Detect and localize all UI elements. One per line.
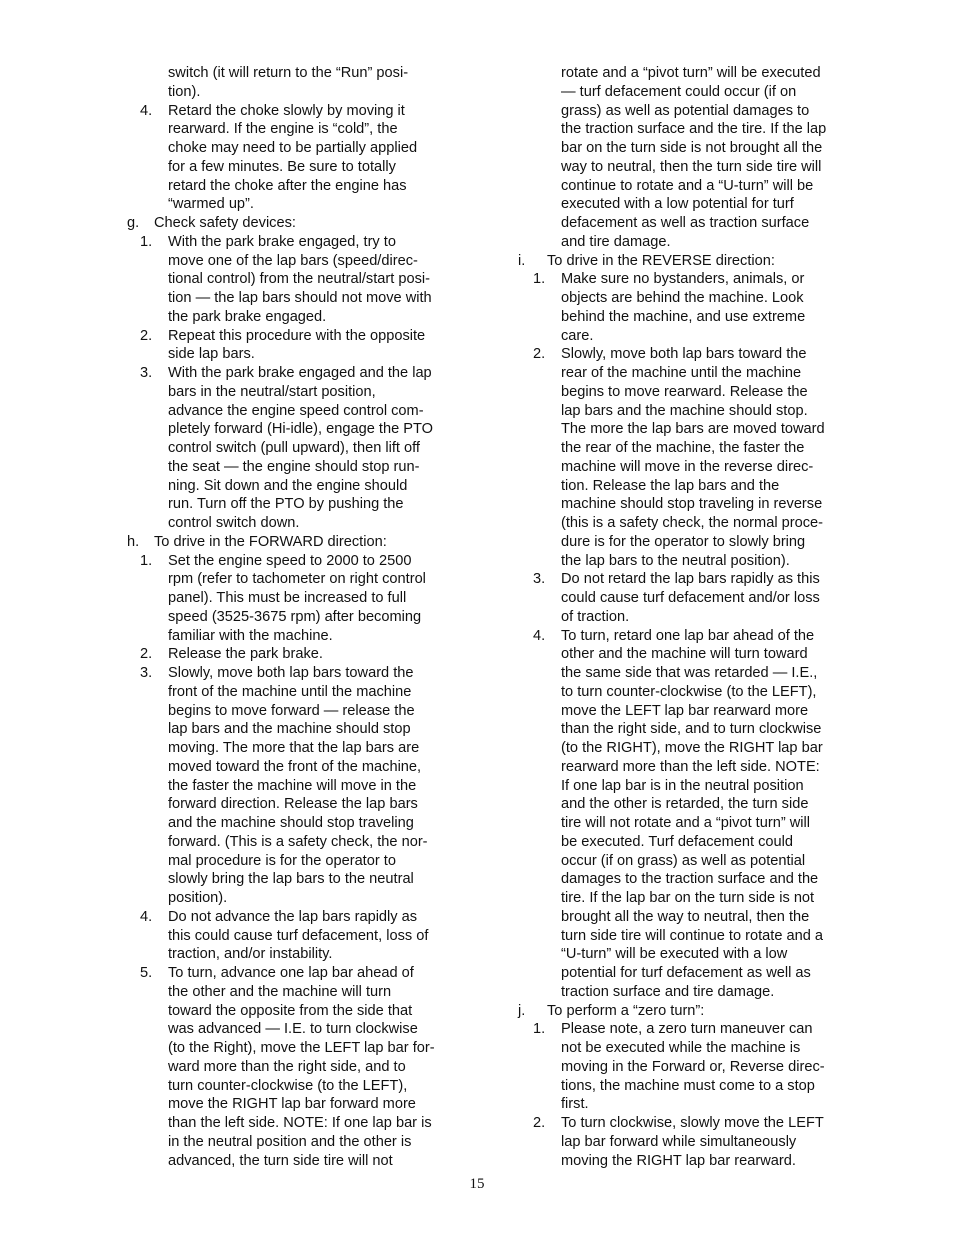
text-line	[0, 495, 470, 514]
body-text: panel). This must be increased to full	[168, 590, 407, 606]
text-line	[0, 270, 470, 289]
text-line	[0, 139, 470, 158]
step-number: 2.	[140, 646, 153, 663]
step-number: 2.	[533, 1115, 546, 1131]
body-text: tire will not rotate and a “pivot turn” will	[561, 815, 811, 831]
text-line	[0, 1039, 470, 1058]
text-line	[0, 645, 470, 664]
body-text: brought all the way to neutral, then the	[561, 908, 810, 925]
body-text: With the park brake engaged, try to	[168, 233, 396, 250]
body-text: tion — the lap bars should not move with	[168, 290, 432, 306]
body-text: slowly bring the lap bars to the neutral	[168, 871, 414, 888]
step-number: 1.	[533, 271, 546, 288]
text-line	[478, 889, 954, 908]
text-line	[478, 758, 954, 777]
body-text: moving. The more that the lap bars are	[168, 740, 420, 756]
body-text: tion. Release the lap bars and the	[561, 477, 780, 494]
text-line	[0, 683, 470, 702]
body-text: rearward. If the engine is “cold”, the	[168, 121, 398, 138]
body-text: behind the machine, and use extreme	[561, 308, 806, 325]
body-text: continue to rotate and a “U-turn” will be	[561, 177, 814, 194]
text-line	[0, 1133, 470, 1152]
body-text: forward. (This is a safety check, the nor-	[168, 833, 428, 850]
body-text: first.	[561, 1096, 589, 1113]
body-text: moving the RIGHT lap bar rearward.	[561, 1152, 796, 1169]
text-line	[0, 1114, 470, 1133]
body-text: moving in the Forward or, Reverse direc-	[561, 1058, 825, 1075]
body-text: begins to move forward — release the	[168, 702, 415, 719]
text-line	[478, 1002, 954, 1021]
body-text: and tire damage.	[561, 233, 671, 250]
text-line	[0, 795, 470, 814]
body-text: move the LEFT lap bar rearward more	[561, 702, 809, 719]
body-text: side lap bars.	[168, 346, 255, 363]
body-text: tions, the machine must come to a stop	[561, 1077, 815, 1094]
text-line	[0, 345, 470, 364]
body-text: for a few minutes. Be sure to totally	[168, 158, 396, 175]
step-number: 4.	[140, 102, 153, 119]
body-text: traction surface and tire damage.	[561, 983, 775, 1000]
text-line	[0, 477, 470, 496]
body-text: traction, and/or instability.	[168, 946, 333, 963]
body-text: To turn clockwise, slowly move the LEFT	[561, 1115, 824, 1131]
body-text: Do not retard the lap bars rapidly as this	[561, 571, 820, 588]
body-text: bars in the neutral/start position,	[168, 383, 376, 400]
body-text: and the other is retarded, the turn side	[561, 796, 809, 813]
text-line	[478, 120, 954, 139]
body-text: To turn, retard one lap bar ahead of the	[561, 627, 815, 644]
section-heading-text: To drive in the FORWARD direction:	[154, 533, 387, 550]
body-text: than the left side. NOTE: If one lap bar is	[168, 1115, 432, 1131]
text-line	[478, 1020, 954, 1039]
body-text: mal procedure is for the operator to	[168, 852, 396, 869]
text-line	[0, 439, 470, 458]
body-text: begins to move rearward. Release the	[561, 383, 808, 400]
text-line	[478, 852, 954, 871]
body-text: the other and the machine will turn	[168, 983, 392, 1000]
text-line	[478, 1133, 954, 1152]
body-text: was advanced — I.E. to turn clockwise	[168, 1021, 418, 1038]
text-line	[0, 289, 470, 308]
body-text: With the park brake engaged and the lap	[168, 365, 432, 381]
text-line	[478, 495, 954, 514]
text-line	[478, 308, 954, 327]
body-text: defacement as well as traction surface	[561, 215, 810, 231]
body-text: the park brake engaged.	[168, 308, 327, 325]
section-label: i.	[518, 252, 526, 269]
text-line	[478, 214, 954, 233]
body-text: turn counter-clockwise (to the LEFT),	[168, 1077, 408, 1094]
text-line	[0, 1095, 470, 1114]
body-text: front of the machine until the machine	[168, 683, 412, 700]
text-line	[0, 120, 470, 139]
text-line	[478, 252, 954, 271]
section-label: g.	[127, 215, 140, 231]
text-line	[478, 1152, 954, 1171]
body-text: switch (it will return to the “Run” posi-	[168, 65, 409, 81]
body-text: tional control) from the neutral/start posi-	[168, 271, 430, 288]
text-line	[478, 289, 954, 308]
body-text: turn side tire will continue to rotate and a	[561, 927, 824, 944]
body-text: Make sure no bystanders, animals, or	[561, 271, 805, 288]
step-number: 5.	[140, 965, 153, 981]
body-text: and the machine should stop traveling	[168, 815, 414, 831]
text-line	[0, 814, 470, 833]
text-line	[478, 195, 954, 214]
text-line	[478, 102, 954, 121]
body-text: damages to the traction surface and the	[561, 871, 819, 888]
text-line	[478, 402, 954, 421]
body-text: lap bars and the machine should stop	[168, 721, 411, 738]
text-line	[0, 945, 470, 964]
text-line	[478, 158, 954, 177]
body-text: be executed. Turf defacement could	[561, 833, 794, 850]
step-number: 2.	[140, 327, 153, 344]
body-text: The more the lap bars are moved toward	[561, 421, 825, 438]
text-line	[478, 964, 954, 983]
text-line	[478, 458, 954, 477]
step-number: 2.	[533, 346, 546, 363]
body-text: familiar with the machine.	[168, 627, 333, 644]
body-text: potential for turf defacement as well as	[561, 965, 811, 981]
text-line	[0, 177, 470, 196]
body-text: advance the engine speed control com-	[168, 402, 424, 419]
body-text: rear of the machine until the machine	[561, 365, 802, 381]
text-line	[478, 233, 954, 252]
body-text: move the RIGHT lap bar forward more	[168, 1096, 416, 1113]
body-text: the traction surface and the tire. If the lap	[561, 121, 827, 138]
text-line	[478, 927, 954, 946]
step-number: 3.	[533, 571, 546, 588]
text-line	[478, 477, 954, 496]
body-text: Retard the choke slowly by moving it	[168, 102, 405, 119]
body-text: — turf defacement could occur (if on	[561, 83, 797, 100]
body-text: care.	[561, 327, 594, 344]
text-line	[478, 64, 954, 83]
text-line	[0, 870, 470, 889]
body-text: (to the Right), move the LEFT lap bar for-	[168, 1040, 435, 1056]
text-line	[0, 64, 470, 83]
body-text: rotate and a “pivot turn” will be executed	[561, 65, 821, 81]
text-line	[478, 777, 954, 796]
body-text: lap bars and the machine should stop.	[561, 402, 808, 419]
body-text: machine will move in the reverse direc-	[561, 458, 814, 475]
step-number: 3.	[140, 665, 153, 681]
text-line	[0, 627, 470, 646]
body-text: toward the opposite from the side that	[168, 1002, 413, 1019]
text-line	[478, 83, 954, 102]
body-text: the rear of the machine, the faster the	[561, 440, 805, 456]
text-line	[0, 514, 470, 533]
text-line	[0, 702, 470, 721]
body-text: speed (3525-3675 rpm) after becoming	[168, 608, 422, 625]
text-line	[0, 608, 470, 627]
text-line	[478, 514, 954, 533]
text-line	[478, 814, 954, 833]
text-line	[478, 908, 954, 927]
text-line	[0, 570, 470, 589]
text-line	[0, 983, 470, 1002]
section-heading-text: To perform a “zero turn”:	[547, 1002, 705, 1019]
body-text: of traction.	[561, 608, 630, 625]
text-line	[478, 345, 954, 364]
body-text: the seat — the engine should stop run-	[168, 458, 420, 475]
text-line	[478, 627, 954, 646]
text-line	[478, 420, 954, 439]
text-line	[0, 102, 470, 121]
text-line	[0, 402, 470, 421]
body-text: ward more than the right side, and to	[168, 1058, 406, 1075]
body-text: ning. Sit down and the engine should	[168, 477, 408, 494]
text-line	[0, 852, 470, 871]
section-label: j.	[518, 1002, 526, 1019]
step-number: 1.	[140, 233, 153, 250]
text-line	[478, 552, 954, 571]
body-text: than the right side, and to turn clockwise	[561, 721, 822, 738]
body-text: grass) as well as potential damages to	[561, 102, 810, 119]
text-line	[0, 458, 470, 477]
body-text: in the neutral position and the other is	[168, 1133, 412, 1150]
text-line	[0, 720, 470, 739]
text-line	[0, 833, 470, 852]
text-line	[478, 945, 954, 964]
text-line	[478, 983, 954, 1002]
body-text: machine should stop traveling in reverse	[561, 496, 823, 513]
body-text: Set the engine speed to 2000 to 2500	[168, 552, 412, 569]
text-line	[0, 758, 470, 777]
text-line	[0, 364, 470, 383]
body-text: not be executed while the machine is	[561, 1040, 801, 1056]
text-line	[478, 177, 954, 196]
text-line	[478, 1114, 954, 1133]
text-line	[0, 889, 470, 908]
body-text: the faster the machine will move in the	[168, 777, 417, 794]
body-text: dure is for the operator to slowly bring	[561, 533, 806, 550]
body-text: could cause turf defacement and/or loss	[561, 590, 820, 606]
step-number: 3.	[140, 365, 153, 381]
body-text: the lap bars to the neutral position).	[561, 552, 790, 569]
text-line	[478, 270, 954, 289]
body-text: occur (if on grass) as well as potential	[561, 852, 806, 869]
body-text: the same side that was retarded — I.E.,	[561, 665, 818, 681]
body-text: control switch (pull upward), then lift off	[168, 440, 420, 456]
body-text: pletely forward (Hi-idle), engage the PTO	[168, 421, 433, 438]
text-line	[0, 533, 470, 552]
body-text: to turn counter-clockwise (to the LEFT),	[561, 683, 817, 700]
body-text: “warmed up”.	[168, 196, 254, 213]
body-text: tire. If the lap bar on the turn side is not	[561, 890, 815, 906]
body-text: executed with a low potential for turf	[561, 196, 794, 213]
body-text: Slowly, move both lap bars toward the	[561, 346, 807, 363]
step-number: 1.	[533, 1021, 546, 1038]
right-column	[478, 64, 954, 1170]
text-line	[0, 420, 470, 439]
step-number: 4.	[140, 908, 153, 925]
text-line	[478, 702, 954, 721]
text-line	[478, 570, 954, 589]
step-number: 1.	[140, 552, 153, 569]
text-line	[478, 795, 954, 814]
body-text: Release the park brake.	[168, 646, 323, 663]
text-line	[0, 158, 470, 177]
text-line	[0, 927, 470, 946]
body-text: Slowly, move both lap bars toward the	[168, 665, 414, 681]
body-text: objects are behind the machine. Look	[561, 290, 804, 306]
body-text: way to neutral, then the turn side tire will	[561, 158, 822, 175]
text-line	[0, 777, 470, 796]
text-line	[478, 327, 954, 346]
body-text: rearward more than the left side. NOTE:	[561, 758, 820, 775]
text-line	[478, 739, 954, 758]
body-text: (to the RIGHT), move the RIGHT lap bar	[561, 740, 823, 756]
text-line	[0, 195, 470, 214]
body-text: Please note, a zero turn maneuver can	[561, 1021, 813, 1038]
body-text: advanced, the turn side tire will not	[168, 1152, 393, 1169]
text-line	[0, 383, 470, 402]
body-text: other and the machine will turn toward	[561, 646, 808, 663]
body-text: (this is a safety check, the normal proce-	[561, 515, 823, 531]
text-line	[478, 645, 954, 664]
text-line	[478, 139, 954, 158]
text-line	[478, 533, 954, 552]
text-line	[478, 664, 954, 683]
body-text: retard the choke after the engine has	[168, 177, 407, 194]
text-line	[0, 964, 470, 983]
body-text: tion).	[168, 83, 201, 100]
body-text: If one lap bar is in the neutral position	[561, 777, 804, 794]
text-line	[0, 552, 470, 571]
left-column	[0, 64, 470, 1170]
text-line	[478, 683, 954, 702]
body-text: control switch down.	[168, 515, 300, 531]
body-text: Do not advance the lap bars rapidly as	[168, 908, 418, 925]
text-line	[0, 1002, 470, 1021]
body-text: To turn, advance one lap bar ahead of	[168, 965, 414, 981]
text-line	[0, 308, 470, 327]
text-line	[0, 214, 470, 233]
body-text: rpm (refer to tachometer on right control	[168, 571, 426, 588]
text-line	[0, 252, 470, 271]
body-text: run. Turn off the PTO by pushing the	[168, 496, 404, 513]
step-number: 4.	[533, 627, 546, 644]
text-line	[478, 870, 954, 889]
text-line	[0, 739, 470, 758]
text-line	[0, 589, 470, 608]
body-text: bar on the turn side is not brought all the	[561, 140, 823, 156]
body-text: moved toward the front of the machine,	[168, 758, 422, 775]
text-line	[478, 364, 954, 383]
text-line	[478, 1058, 954, 1077]
text-line	[0, 83, 470, 102]
text-line	[478, 1077, 954, 1096]
text-line	[0, 908, 470, 927]
text-line	[478, 439, 954, 458]
text-line	[0, 1058, 470, 1077]
text-line	[478, 720, 954, 739]
body-text: Repeat this procedure with the opposite	[168, 327, 426, 344]
body-text: move one of the lap bars (speed/direc-	[168, 252, 418, 269]
section-heading-text: Check safety devices:	[154, 215, 296, 231]
text-line	[0, 1152, 470, 1171]
section-label: h.	[127, 533, 140, 550]
text-line	[0, 1020, 470, 1039]
section-heading-text: To drive in the REVERSE direction:	[547, 252, 775, 269]
body-text: this could cause turf defacement, loss of	[168, 927, 429, 944]
text-line	[478, 608, 954, 627]
body-text: lap bar forward while simultaneously	[561, 1133, 797, 1150]
text-line	[0, 664, 470, 683]
body-text: position).	[168, 890, 228, 906]
text-line	[0, 1077, 470, 1096]
body-text: “U-turn” will be executed with a low	[561, 946, 788, 963]
text-line	[478, 1095, 954, 1114]
text-line	[478, 1039, 954, 1058]
text-line	[478, 833, 954, 852]
text-line	[478, 589, 954, 608]
text-line	[0, 327, 470, 346]
body-text: choke may need to be partially applied	[168, 140, 418, 156]
text-line	[0, 233, 470, 252]
text-line	[478, 383, 954, 402]
body-text: forward direction. Release the lap bars	[168, 796, 418, 813]
page-number: 15	[469, 1176, 485, 1192]
